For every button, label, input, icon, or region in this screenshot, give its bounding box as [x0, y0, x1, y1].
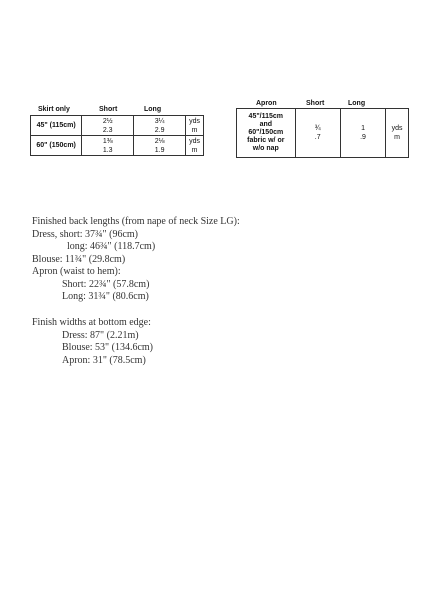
long-values: [340, 109, 385, 158]
blouse-length: Blouse: 11¾" (29.8cm): [32, 253, 126, 265]
widths-block: [32, 317, 153, 367]
apron-size-label: [237, 109, 296, 158]
widths-heading: Finish widths at bottom edge:: [32, 317, 151, 328]
short-m: 2.3: [102, 126, 113, 134]
unit-cell: [386, 109, 409, 158]
long-yds: 2⅛: [154, 137, 165, 145]
apron-header-short: Short: [306, 100, 325, 107]
unit-m: m: [394, 134, 400, 141]
unit-cell: [186, 136, 204, 156]
size-line: 45"/115cm: [248, 113, 284, 120]
long-m: .9: [360, 134, 366, 141]
short-m: .7: [314, 134, 321, 141]
long-m: 2.9: [154, 126, 165, 134]
short-values: [295, 109, 340, 158]
short-yds: 1⅜: [102, 137, 113, 145]
skirt-header-label: Skirt only: [38, 106, 70, 113]
table-row: [31, 116, 204, 136]
table-row: [31, 136, 204, 156]
unit-yds: yds: [189, 137, 201, 145]
unit-yds: yds: [391, 125, 403, 132]
apron-header-label: Apron: [256, 100, 277, 107]
skirt-grid: [30, 115, 204, 156]
unit-m: m: [191, 126, 198, 134]
unit-cell: [186, 116, 204, 136]
long-values: [134, 136, 186, 156]
apron-length-heading: Apron (waist to hem):: [32, 266, 121, 277]
short-values: [82, 116, 134, 136]
apron-width: Apron: 31" (78.5cm): [62, 354, 146, 366]
apron-yardage-table: [236, 100, 411, 160]
short-m: 1.3: [102, 146, 113, 154]
size-line: and: [259, 121, 273, 128]
blouse-width: Blouse: 53" (134.6cm): [62, 342, 154, 353]
long-m: 1.9: [154, 146, 165, 154]
short-yds: 2½: [102, 117, 113, 125]
size-line: fabric w/ or: [247, 137, 285, 144]
dress-long-length: long: 46¾" (118.7cm): [67, 241, 156, 252]
size-line: w/o nap: [252, 145, 279, 152]
skirt-yardage-table: [30, 106, 205, 162]
short-yds: ¾: [314, 125, 321, 132]
apron-long-length: Long: 31¾" (80.6cm): [62, 291, 149, 302]
skirt-header-long: Long: [144, 106, 162, 113]
long-values: [134, 116, 186, 136]
apron-header-long: Long: [348, 100, 366, 107]
short-values: [82, 136, 134, 156]
unit-yds: yds: [189, 117, 201, 125]
unit-m: m: [191, 146, 198, 154]
table-row: [237, 109, 409, 158]
dress-short-length: Dress, short: 37¾" (96cm): [32, 228, 139, 240]
row-size-label: 60" (150cm): [31, 136, 82, 156]
back-lengths-block: [32, 216, 240, 304]
apron-grid: [236, 108, 409, 158]
skirt-header-short: Short: [99, 106, 118, 113]
back-lengths-heading: Finished back lengths (from nape of neck Size LG):: [32, 216, 240, 227]
dress-width: Dress: 87" (2.21m): [62, 329, 139, 341]
size-line: 60"/150cm: [248, 129, 284, 136]
apron-short-length: Short: 22¾" (57.8cm): [62, 278, 150, 290]
long-yds: 3¼: [154, 117, 165, 125]
row-size-label: 45" (115cm): [31, 116, 82, 136]
long-yds: 1: [361, 125, 365, 132]
